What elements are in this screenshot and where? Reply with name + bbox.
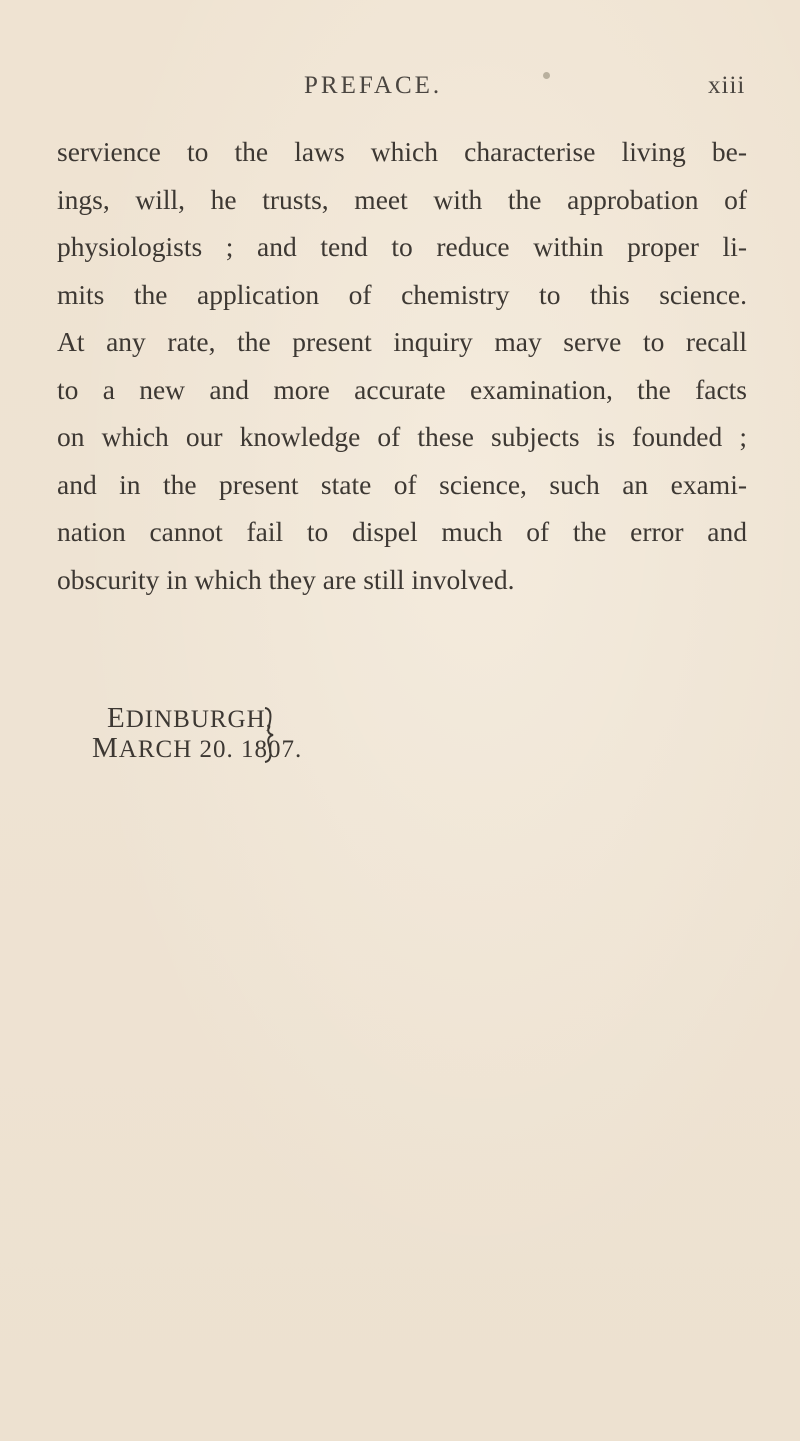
text-line: and in the present state of science, such an exami- <box>57 468 747 500</box>
running-head: PREFACE. <box>304 72 443 99</box>
ink-blot <box>543 72 550 79</box>
text-line: At any rate, the present inquiry may serve to recall <box>57 326 747 357</box>
text-line: mits the application of chemistry to this science. <box>57 278 747 310</box>
text-line: to a new and more accurate examination, the facts <box>57 373 747 405</box>
page-header <box>0 72 800 112</box>
signature-date: MARCH 20. 1807. <box>92 732 303 764</box>
text-line: servience to the laws which characterise living be- <box>57 136 747 167</box>
signature-place: EDINBURGH, <box>107 702 273 734</box>
text-line: obscurity in which they are still involved. <box>57 563 515 595</box>
text-line: nation cannot fail to dispel much of the error and <box>57 516 747 547</box>
curly-brace-icon <box>262 706 276 764</box>
text-line: ings, will, he trusts, meet with the approbation of <box>57 183 747 215</box>
text-line: physiologists ; and tend to reduce within proper li- <box>57 231 747 262</box>
page-number: xiii <box>708 72 746 99</box>
preface-paragraph <box>57 128 747 603</box>
text-line: on which our knowledge of these subjects is founded ; <box>57 421 747 452</box>
